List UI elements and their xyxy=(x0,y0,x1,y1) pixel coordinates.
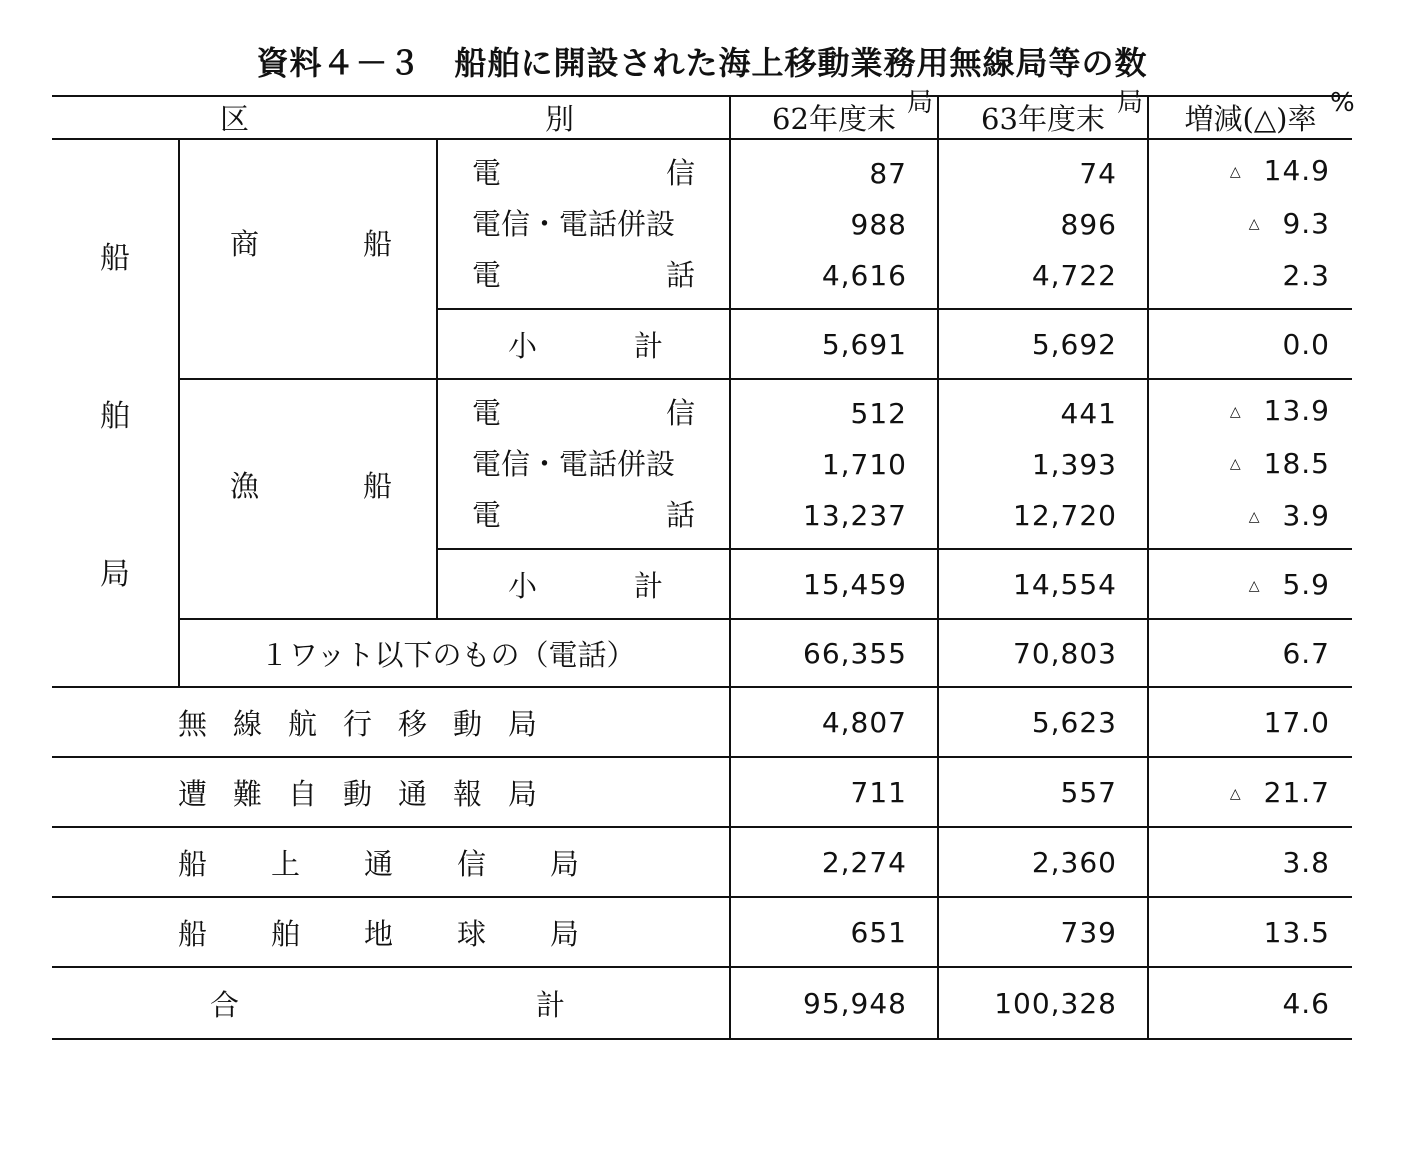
fishing-telegraph-rate: 13.9 xyxy=(1263,394,1330,428)
merchant-telegraph-fy63: 74 xyxy=(1079,156,1117,190)
header-kubetsu-1: 区 xyxy=(220,102,250,136)
fishing-telephone-fy62: 13,237 xyxy=(803,498,907,532)
fishing-subtotal-rate-value: 5.9 xyxy=(1282,567,1330,601)
fishing-telegraph-fy62: 512 xyxy=(850,396,907,430)
merchant-type-labels xyxy=(437,139,730,309)
onboard-fy63: 2,360 xyxy=(938,827,1148,897)
total-fy63: 100,328 xyxy=(938,967,1148,1039)
fishing-combined-neg: △ xyxy=(1229,456,1242,473)
other-row-epirb xyxy=(52,757,1352,827)
fishing-ship-label xyxy=(179,379,437,619)
fishing-telephone-neg: △ xyxy=(1248,508,1261,525)
fishing-combined-label: 電信・電話併設 xyxy=(472,446,676,481)
other-row-radionav xyxy=(52,687,1352,757)
epirb-fy63: 557 xyxy=(938,757,1148,827)
epirb-fy62: 711 xyxy=(730,757,938,827)
total-label-b: 計 xyxy=(535,987,565,1022)
one-watt-row xyxy=(52,619,1352,687)
fishing-subtotal-b: 計 xyxy=(633,568,663,603)
fishing-combined-fy63: 1,393 xyxy=(1031,447,1117,481)
merchant-label-b: 船 xyxy=(362,227,392,261)
fishing-telephone-b: 話 xyxy=(665,497,695,532)
merchant-telephone-fy62: 4,616 xyxy=(821,258,907,292)
total-fy62: 95,948 xyxy=(730,967,938,1039)
unit-stations-fy62: 局 xyxy=(907,88,935,118)
total-rate: 4.6 xyxy=(1148,967,1352,1039)
epirb-label-text: 遭難自動通報局 xyxy=(178,776,564,811)
merchant-combined-fy63: 896 xyxy=(1060,207,1117,241)
onboard-label-text: 船上通信局 xyxy=(178,846,644,881)
earth-station-label-text: 船舶地球局 xyxy=(178,916,644,951)
total-label-a: 合 xyxy=(210,987,240,1022)
merchant-telegraph-a: 電 xyxy=(472,155,502,190)
merchant-ship-label xyxy=(179,139,437,379)
earth-station-label xyxy=(52,897,730,967)
fishing-subtotal-a: 小 xyxy=(508,568,538,603)
fishing-telephone-rate: 3.9 xyxy=(1282,499,1330,533)
merchant-subtotal-rate: 0.0 xyxy=(1148,309,1352,379)
merchant-label-a: 商 xyxy=(230,227,260,261)
fishing-label-b: 船 xyxy=(362,469,392,503)
merchant-telephone-b: 話 xyxy=(665,257,695,292)
merchant-combined-label: 電信・電話併設 xyxy=(472,206,676,241)
merchant-subtotal-fy62: 5,691 xyxy=(730,309,938,379)
merchant-telephone-fy63: 4,722 xyxy=(1031,258,1117,292)
fishing-telegraph-fy63: 441 xyxy=(1060,396,1117,430)
radionav-fy63: 5,623 xyxy=(938,687,1148,757)
one-watt-fy63: 70,803 xyxy=(938,619,1148,687)
header-fy62: 62年度末 xyxy=(730,96,938,139)
merchant-subtotal-a: 小 xyxy=(508,328,538,363)
fishing-subtotal-rate xyxy=(1148,549,1352,619)
fishing-subtotal-fy62: 15,459 xyxy=(730,549,938,619)
earth-station-fy62: 651 xyxy=(730,897,938,967)
ship-station-label xyxy=(52,139,179,687)
merchant-telegraph-b: 信 xyxy=(665,155,695,190)
fishing-subtotal-neg: △ xyxy=(1248,577,1261,594)
earth-station-rate xyxy=(1148,897,1352,967)
epirb-rate-value: 21.7 xyxy=(1263,775,1330,809)
fishing-label-a: 漁 xyxy=(230,469,260,503)
merchant-detail-row xyxy=(52,139,1352,309)
stations-table xyxy=(52,88,1356,1040)
ship-station-char-2: 舶 xyxy=(100,399,130,434)
unit-percent: % xyxy=(1330,88,1356,118)
fishing-telegraph-neg: △ xyxy=(1229,403,1242,420)
other-row-onboard xyxy=(52,827,1352,897)
fishing-combined-fy62: 1,710 xyxy=(821,447,907,481)
one-watt-fy62: 66,355 xyxy=(730,619,938,687)
merchant-telephone-rate: 2.3 xyxy=(1282,259,1330,293)
epirb-rate xyxy=(1148,757,1352,827)
fishing-fy63-values xyxy=(938,379,1148,549)
header-rate: 増減(△)率 xyxy=(1148,96,1352,139)
earth-station-rate-value: 13.5 xyxy=(1263,915,1330,949)
merchant-combined-neg: △ xyxy=(1248,216,1261,233)
fishing-rate-values xyxy=(1148,379,1352,549)
fishing-subtotal-label xyxy=(437,549,730,619)
total-row xyxy=(52,967,1352,1039)
radionav-rate xyxy=(1148,687,1352,757)
onboard-rate xyxy=(1148,827,1352,897)
header-kubetsu-2: 別 xyxy=(544,102,574,136)
merchant-telegraph-rate: 14.9 xyxy=(1263,154,1330,188)
radionav-rate-value: 17.0 xyxy=(1263,705,1330,739)
radionav-label-text: 無線航行移動局 xyxy=(178,706,564,741)
merchant-subtotal-fy63: 5,692 xyxy=(938,309,1148,379)
ship-station-char-1: 船 xyxy=(100,241,130,276)
fishing-telephone-a: 電 xyxy=(472,497,502,532)
merchant-telephone-a: 電 xyxy=(472,257,502,292)
radionav-label xyxy=(52,687,730,757)
total-label xyxy=(52,967,730,1039)
earth-station-fy63: 739 xyxy=(938,897,1148,967)
onboard-fy62: 2,274 xyxy=(730,827,938,897)
merchant-combined-rate: 9.3 xyxy=(1282,206,1330,240)
merchant-subtotal-label xyxy=(437,309,730,379)
header-fy63: 63年度末 xyxy=(938,96,1148,139)
other-row-earth-station xyxy=(52,897,1352,967)
merchant-telegraph-neg: △ xyxy=(1229,163,1242,180)
merchant-subtotal-b: 計 xyxy=(633,328,663,363)
fishing-type-labels xyxy=(437,379,730,549)
one-watt-label: １ワット以下のもの（電話） xyxy=(179,619,730,687)
fishing-telegraph-b: 信 xyxy=(665,395,695,430)
merchant-telegraph-fy62: 87 xyxy=(869,156,907,190)
header-kubetsu xyxy=(52,96,730,139)
document-title: 資料４－３ 船舶に開設された海上移動業務用無線局等の数 xyxy=(256,44,1148,82)
fishing-telephone-fy63: 12,720 xyxy=(1013,498,1117,532)
fishing-telegraph-a: 電 xyxy=(472,395,502,430)
epirb-neg: △ xyxy=(1229,785,1242,802)
onboard-label xyxy=(52,827,730,897)
merchant-combined-fy62: 988 xyxy=(850,207,907,241)
onboard-rate-value: 3.8 xyxy=(1282,845,1330,879)
fishing-subtotal-fy63: 14,554 xyxy=(938,549,1148,619)
one-watt-rate: 6.7 xyxy=(1148,619,1352,687)
unit-stations-fy63: 局 xyxy=(1117,88,1145,118)
fishing-combined-rate: 18.5 xyxy=(1263,446,1330,480)
fishing-fy62-values xyxy=(730,379,938,549)
fishing-detail-row xyxy=(52,379,1352,549)
ship-station-char-3: 局 xyxy=(100,557,130,592)
header-row xyxy=(52,96,1352,139)
radionav-fy62: 4,807 xyxy=(730,687,938,757)
epirb-label xyxy=(52,757,730,827)
